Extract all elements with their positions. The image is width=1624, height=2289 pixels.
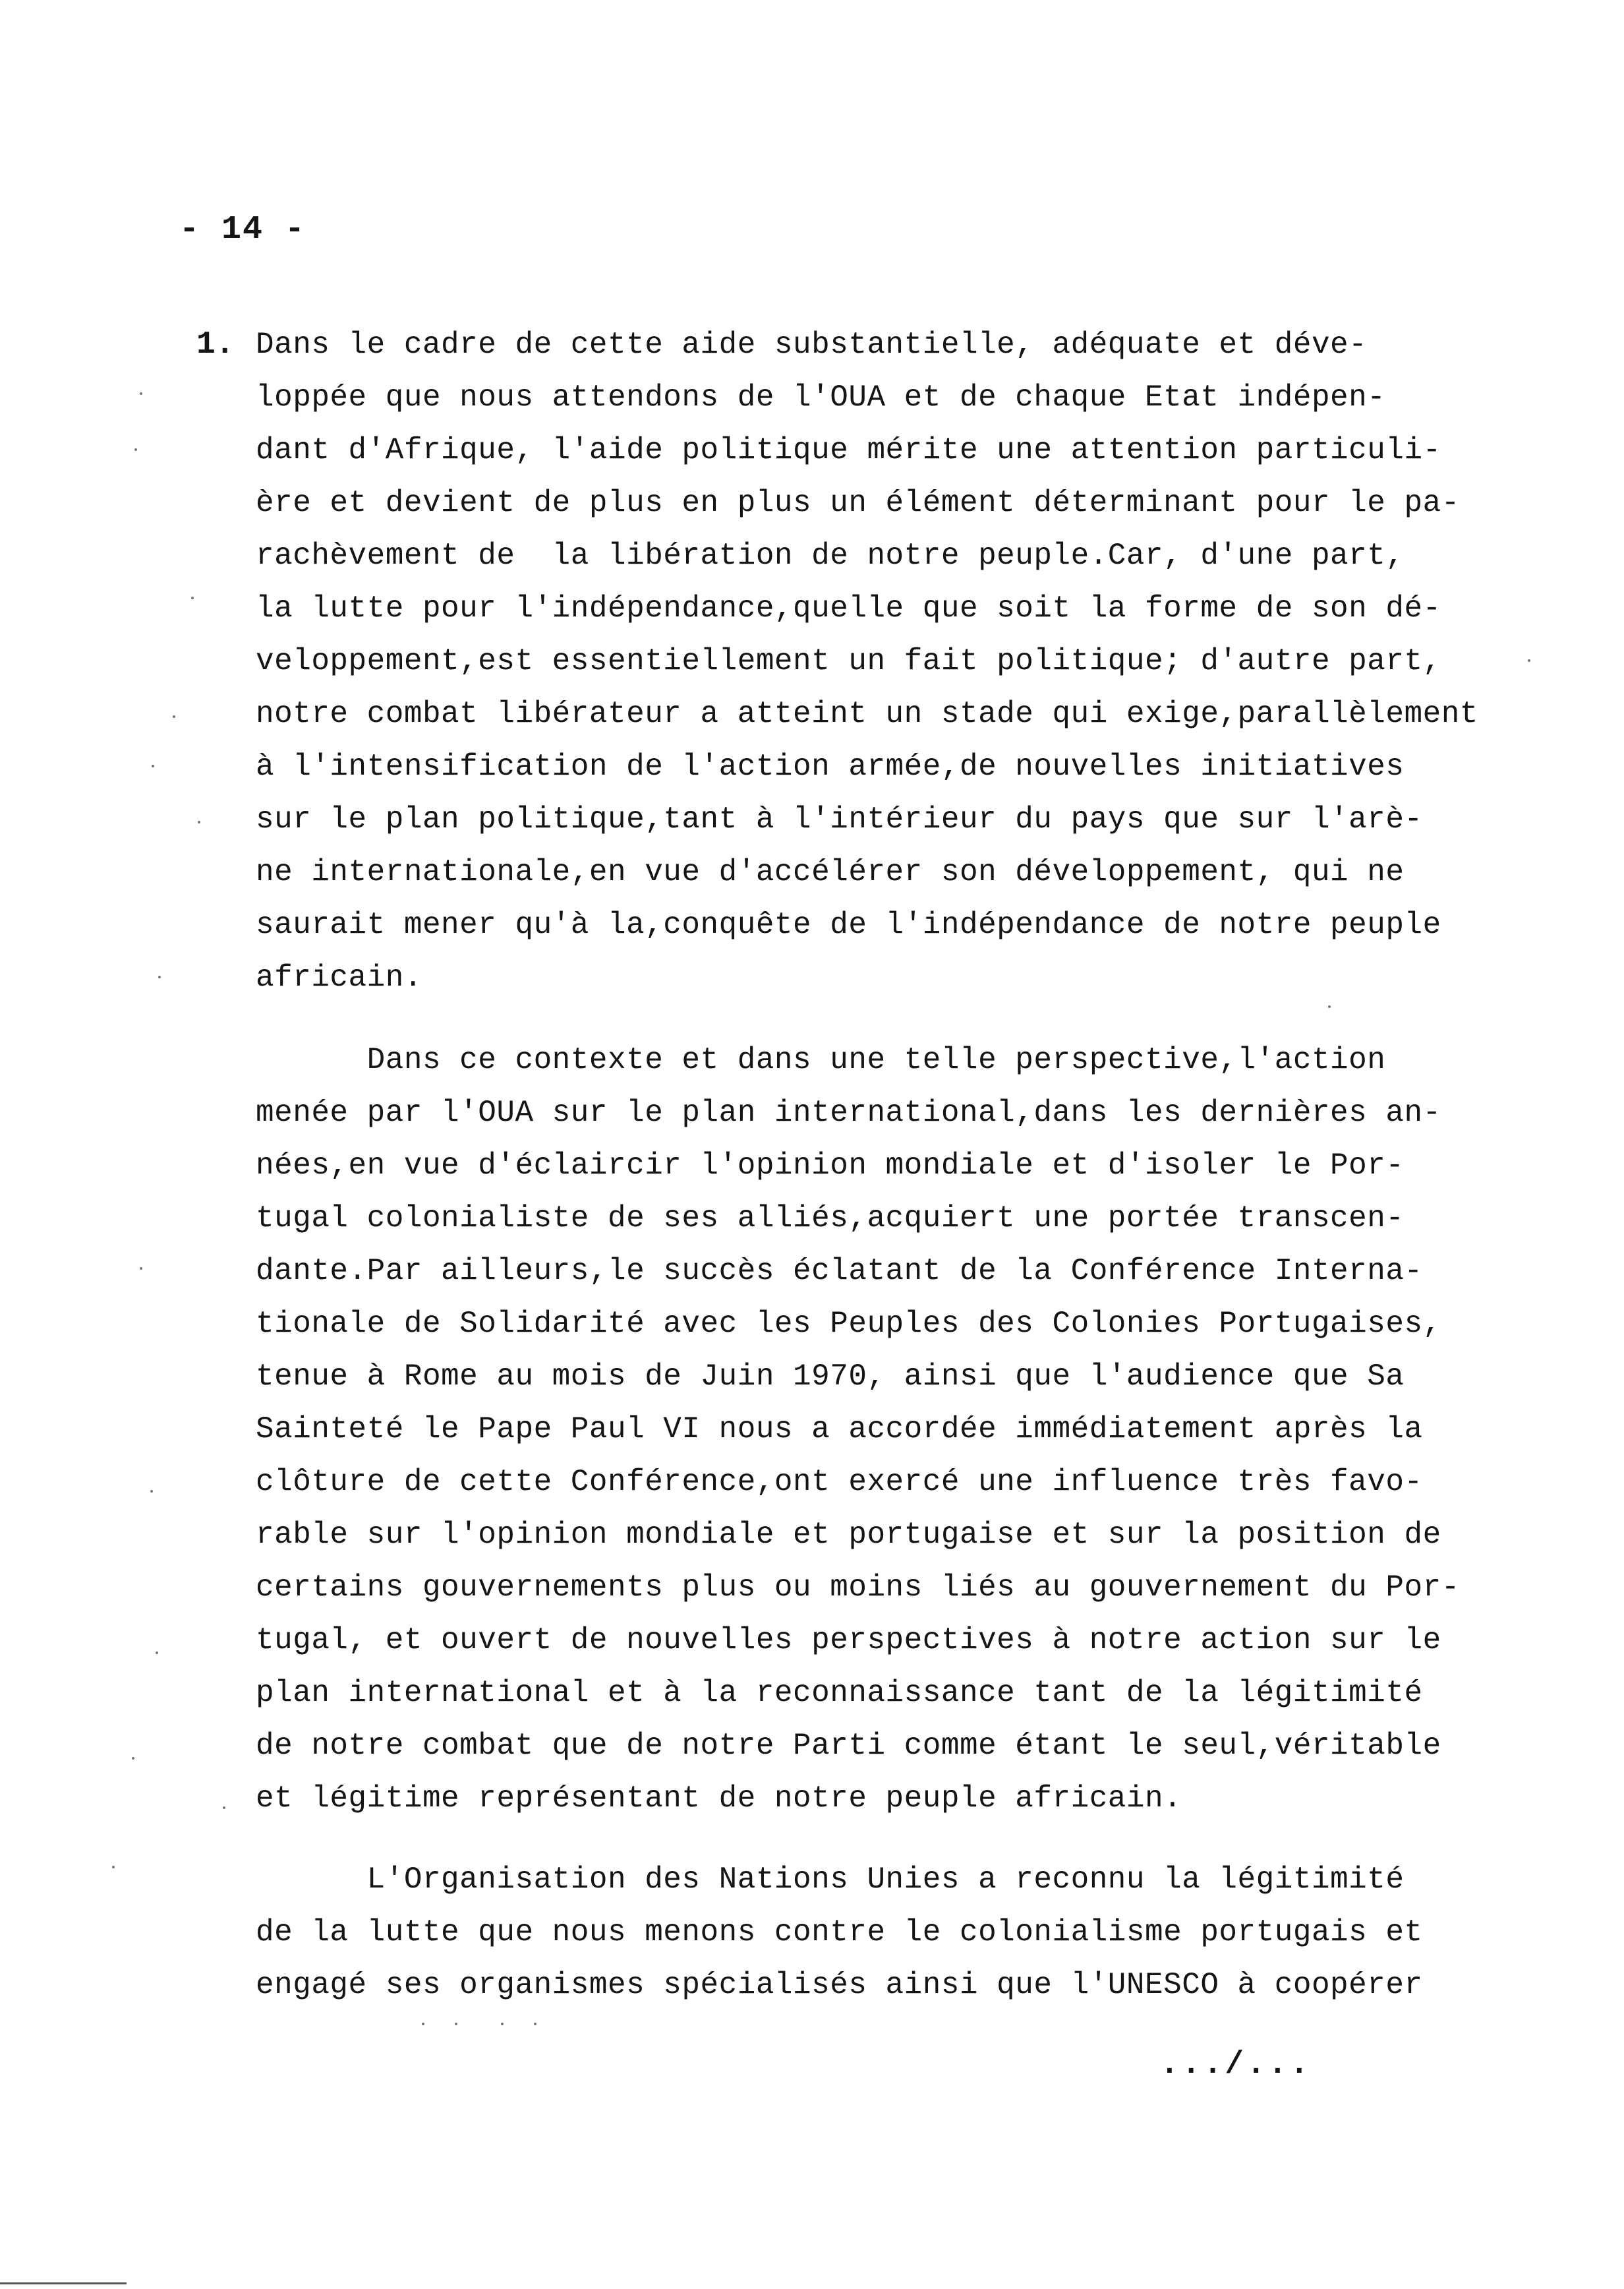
text-line: Dans le cadre de cette aide substantielle, adéquate et déve- [256,328,1368,362]
scan-speck [134,448,137,451]
scan-speck [223,1806,225,1809]
text-line: dant d'Afrique, l'aide politique mérite une attention particuli- [256,433,1441,467]
scan-speck [455,2023,457,2025]
page-number: - 14 - [179,211,306,249]
text-line: dante.Par ailleurs,le succès éclatant de la Conférence Interna- [256,1254,1423,1288]
text-line: tenue à Rome au mois de Juin 1970, ainsi que l'audience que Sa [256,1359,1405,1394]
text-line: certains gouvernements plus ou moins liés au gouvernement du Por- [256,1570,1460,1605]
scan-speck [150,1490,153,1493]
text-line: tionale de Solidarité avec les Peuples des Colonies Portugaises, [256,1307,1441,1341]
scan-speck [156,1651,158,1654]
scan-edge-rule [0,2282,127,2284]
scan-speck [422,2023,424,2025]
text-line: loppée que nous attendons de l'OUA et de chaque Etat indépen- [256,380,1386,415]
text-line: de la lutte que nous menons contre le colonialisme portugais et [256,1915,1423,1949]
text-line: clôture de cette Conférence,ont exercé une influence très favo- [256,1465,1423,1499]
text-line: de notre combat que de notre Parti comme étant le seul,véritable [256,1729,1441,1763]
scan-speck [158,976,161,978]
scan-speck [173,715,175,718]
text-line: notre combat libérateur a atteint un stade qui exige,parallèlement [256,697,1478,731]
text-line: la lutte pour l'indépendance,quelle que soit la forme de son dé- [256,591,1441,626]
scan-speck [534,2023,536,2025]
scan-speck [191,597,194,599]
text-line: saurait mener qu'à la,conquête de l'indépendance de notre peuple [256,908,1441,942]
scan-speck [501,2023,504,2025]
text-line: plan international et à la reconnaissance tant de la légitimité [256,1676,1423,1710]
text-line: à l'intensification de l'action armée,de nouvelles initiatives [256,750,1405,784]
text-line: africain. [256,961,422,995]
text-line: tugal, et ouvert de nouvelles perspectives à notre action sur le [256,1623,1441,1657]
continuation-mark: .../... [1160,2047,1312,2083]
text-line: veloppement,est essentiellement un fait politique; d'autre part, [256,644,1441,678]
list-marker: 1. [196,327,235,363]
text-line: L'Organisation des Nations Unies a reconnu la légitimité [256,1862,1405,1897]
text-line: menée par l'OUA sur le plan international,dans les dernières an- [256,1096,1441,1130]
scan-speck [140,1267,142,1270]
text-line: rable sur l'opinion mondiale et portugaise et sur la position de [256,1518,1441,1552]
text-line: sur le plan politique,tant à l'intérieur du pays que sur l'arè- [256,802,1423,837]
scan-speck [1528,659,1530,662]
text-line: engagé ses organismes spécialisés ainsi que l'UNESCO à coopérer [256,1968,1423,2002]
text-line: nées,en vue d'éclaircir l'opinion mondiale et d'isoler le Por- [256,1148,1405,1183]
scan-speck [132,1757,134,1760]
text-line: rachèvement de la libération de notre peuple.Car, d'une part, [256,539,1405,573]
text-line: et légitime représentant de notre peuple africain. [256,1781,1182,1816]
scan-speck [198,821,200,823]
text-line: tugal colonialiste de ses alliés,acquiert une portée transcen- [256,1201,1405,1235]
scan-speck [112,1866,115,1868]
text-line: ère et devient de plus en plus un élément déterminant pour le pa- [256,486,1460,520]
text-line: ne internationale,en vue d'accélérer son développement, qui ne [256,855,1405,889]
scan-speck [1328,1005,1331,1008]
text-line: Dans ce contexte et dans une telle perspective,l'action [256,1043,1386,1077]
text-line: Sainteté le Pape Paul VI nous a accordée immédiatement après la [256,1412,1423,1446]
scan-speck [140,392,142,395]
scan-speck [152,765,154,767]
